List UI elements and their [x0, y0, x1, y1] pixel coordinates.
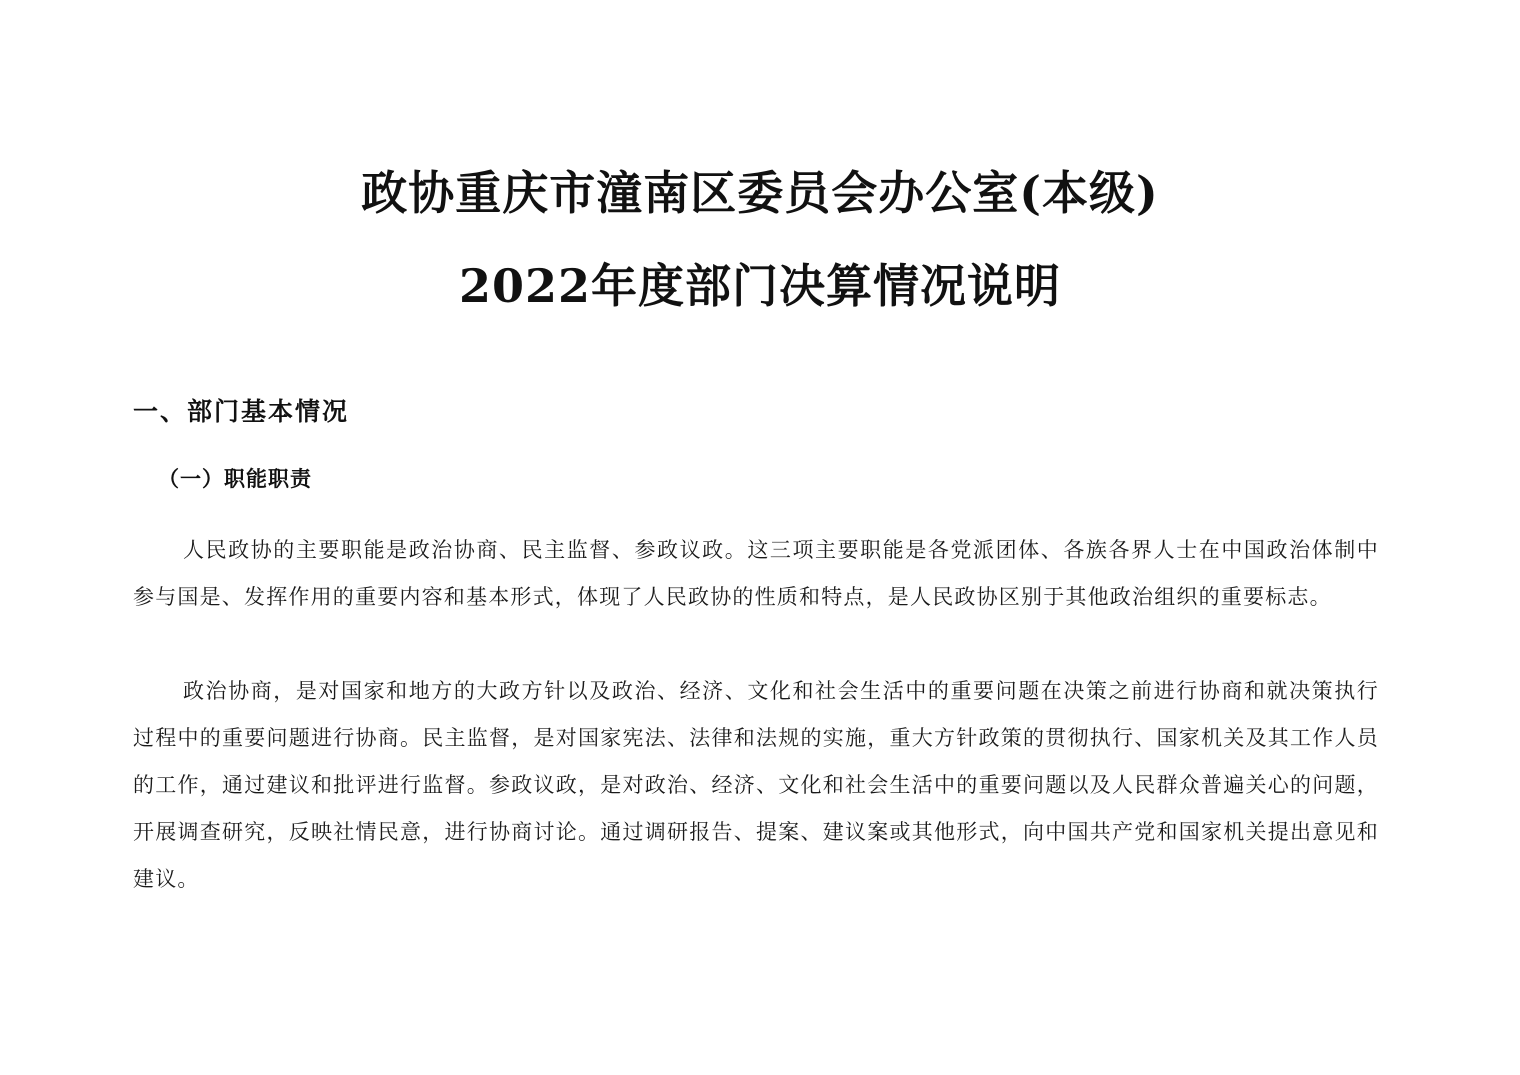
body-paragraph: 政治协商，是对国家和地方的大政方针以及政治、经济、文化和社会生活中的重要问题在决策之前进行协商和就决策执行过程中的重要问题进行协商。民主监督，是对国家宪法、法律和法规的实施，重大方针政策的贯彻执行、国家机关及其工作人员的工作，通过建议和批评进行监督。参政议政，是对政治、经济、文化和社会生活中的重要问题以及人民群众普遍关心的问题，开展调查研究，反映社情民意，进行协商讨论。通过调研报告、提案、建议案或其他形式，向中国共产党和国家机关提出意见和建议。 [133, 679, 1379, 891]
subsection-heading: （一）职能职责 [158, 467, 312, 491]
document-title-line-1: 政协重庆市潼南区委员会办公室(本级) [361, 166, 1159, 220]
section-heading: 一、部门基本情况 [133, 397, 350, 426]
body-paragraph: 人民政协的主要职能是政治协商、民主监督、参政议政。这三项主要职能是各党派团体、各族各界人士在中国政治体制中参与国是、发挥作用的重要内容和基本形式，体现了人民政协的性质和特点，是人民政协区别于其他政治组织的重要标志。 [133, 538, 1379, 609]
document-title-line-2: 2022年度部门决算情况说明 [458, 259, 1062, 313]
